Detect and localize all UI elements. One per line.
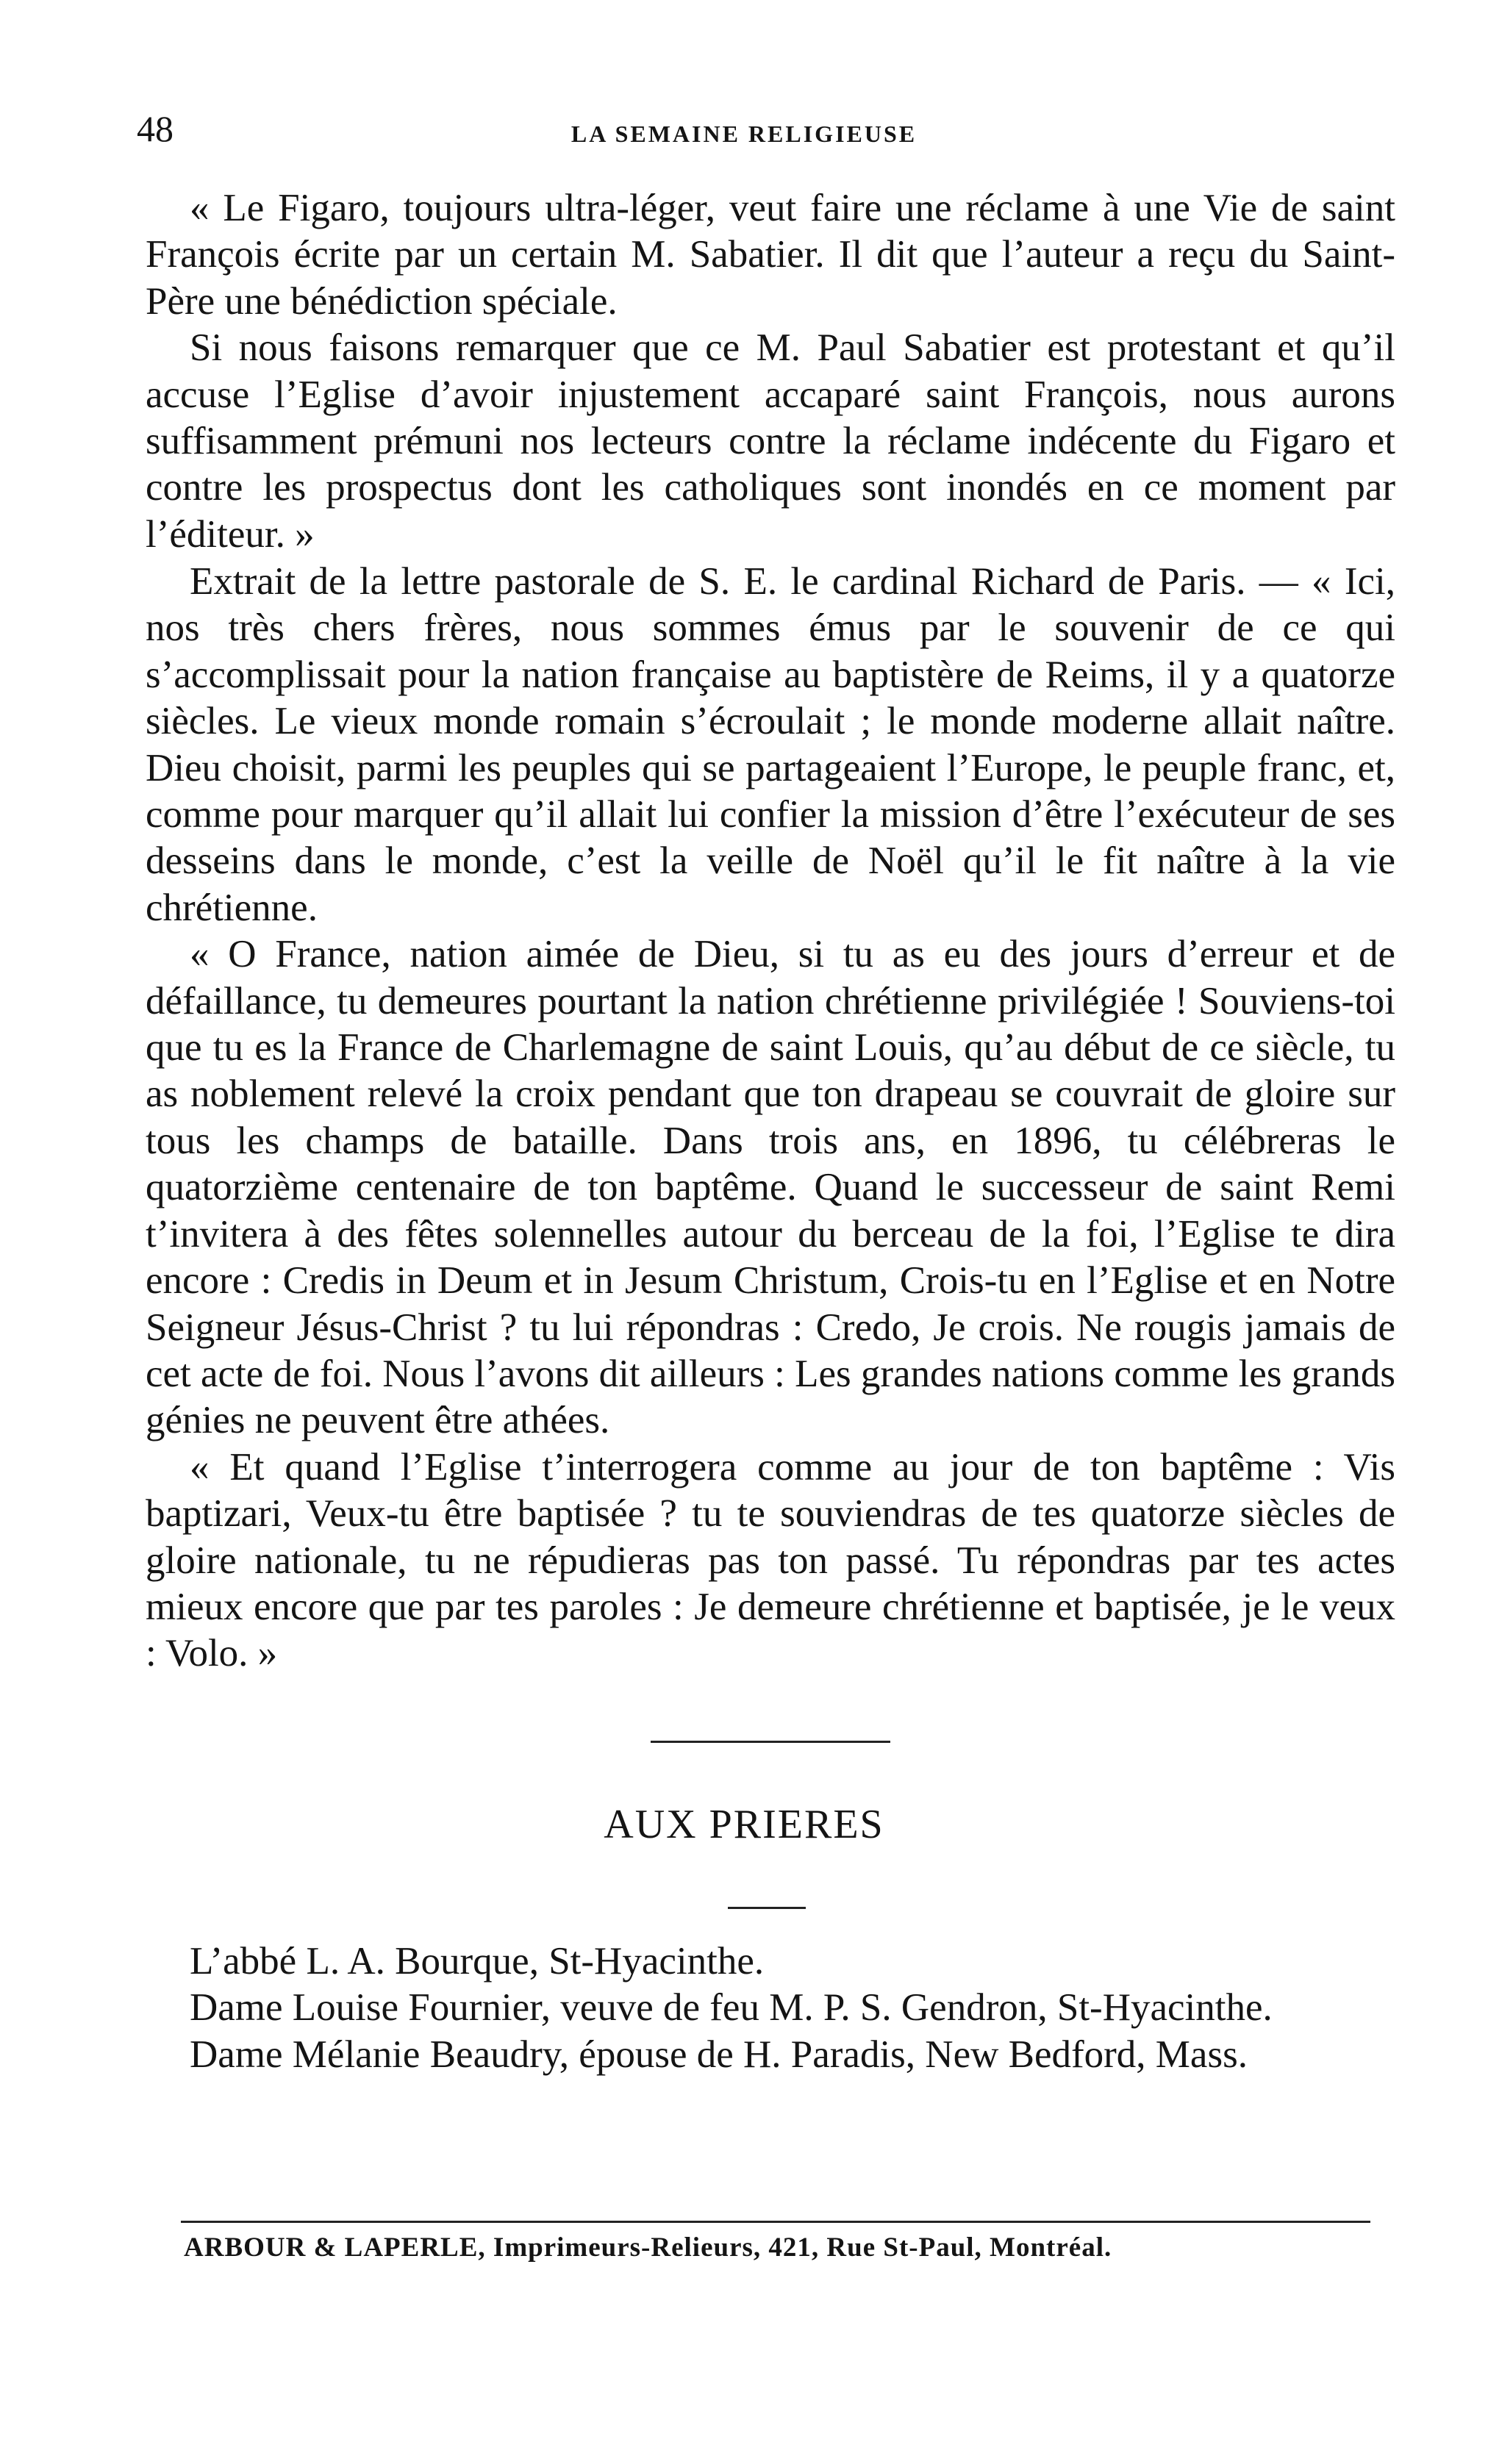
prayer-entry: Dame Louise Fournier, veuve de feu M. P. S. Gendron, St-Hyacinthe. [190,1986,1273,2030]
paragraph-cardinal-2: « O France, nation aimée de Dieu, si tu as eu des jours d’erreur et de défaillance, tu demeures pourtant la nation chrétienne privilégiée ! Souviens-toi que tu es la France de Charlemagne de saint Louis, qu’au début de ce siècle, tu as noblement relevé la croix pendant que ton drapeau se couvrait de gloire sur tous les champs de bataille. Dans trois ans, en 1896, tu célébreras le quatorzième centenaire de ton baptême. Quand le successeur de saint Remi t’invitera à des fêtes solennelles autour du berceau de la foi, l’Eglise te dira encore : Credis in Deum et in Jesum Christum, Crois-tu en l’Eglise et en Notre Seigneur Jésus-Christ ? tu lui répondras : Credo, Je crois. Ne rougis jamais de cet acte de foi. Nous l’avons dit ailleurs : Les grandes nations comme les grands génies ne peuvent être athées. [146,933,1395,1442]
paragraph-figaro-2: Si nous faisons remarquer que ce M. Paul Sabatier est protestant et qu’il accuse l’Eglise d’avoir injustement accaparé saint François, nous aurons suffisamment prémuni nos lecteurs contre la réclame indécente du Figaro et contre les prospectus dont les catholiques sont inondés en ce moment par l’éditeur. » [146,326,1395,556]
paragraph-cardinal-1: Extrait de la lettre pastorale de S. E. le cardinal Richard de Paris. — « Ici, nos très chers frères, nous sommes émus par le souvenir de ce qui s’accomplissait pour la nation française au baptistère de Reims, il y a quatorze siècles. Le vieux monde romain s’écroulait ; le monde moderne allait naître. Dieu choisit, parmi les peuples qui se partageaient l’Europe, le peuple franc, et, comme pour marquer qu’il allait lui confier la mission d’être l’exécuteur de ses desseins dans le monde, c’est la veille de Noël qu’il le fit naître à la vie chrétienne. [146,560,1395,929]
paragraph-figaro-1: « Le Figaro, toujours ultra-léger, veut faire une réclame à une Vie de saint François écrite par un certain M. Sabatier. Il dit que l’auteur a reçu du Saint-Père une bénédiction spéciale. [146,187,1395,323]
footer-divider [181,2221,1370,2223]
section-heading-prayers: AUX PRIERES [604,1802,884,1847]
prayer-list [146,1938,1395,2078]
running-title: LA SEMAINE RELIGIEUSE [570,121,918,147]
prayer-entry: L’abbé L. A. Bourque, St-Hyacinthe. [190,1940,765,1983]
printer-imprint: ARBOUR & LAPERLE, Imprimeurs-Relieurs, 421, Rue St-Paul, Montréal. [184,2232,1112,2263]
prayer-entry: Dame Mélanie Beaudry, épouse de H. Paradis, New Bedford, Mass. [190,2033,1248,2076]
paragraph-cardinal-3: « Et quand l’Eglise t’interrogera comme au jour de ton baptême : Vis baptizari, Veux-tu être baptisée ? tu te souviendras de tes quatorze siècles de gloire nationale, tu ne répudieras pas ton passé. Tu répondras par tes actes mieux encore que par tes paroles : Je demeure chrétienne et baptisée, je le veux : Volo. » [146,1445,1395,1675]
pastoral-letter-excerpt [146,559,1395,1677]
section-divider-short [728,1907,806,1909]
figaro-excerpt [146,185,1395,558]
section-divider-top [651,1741,890,1743]
page-number: 48 [137,108,174,149]
